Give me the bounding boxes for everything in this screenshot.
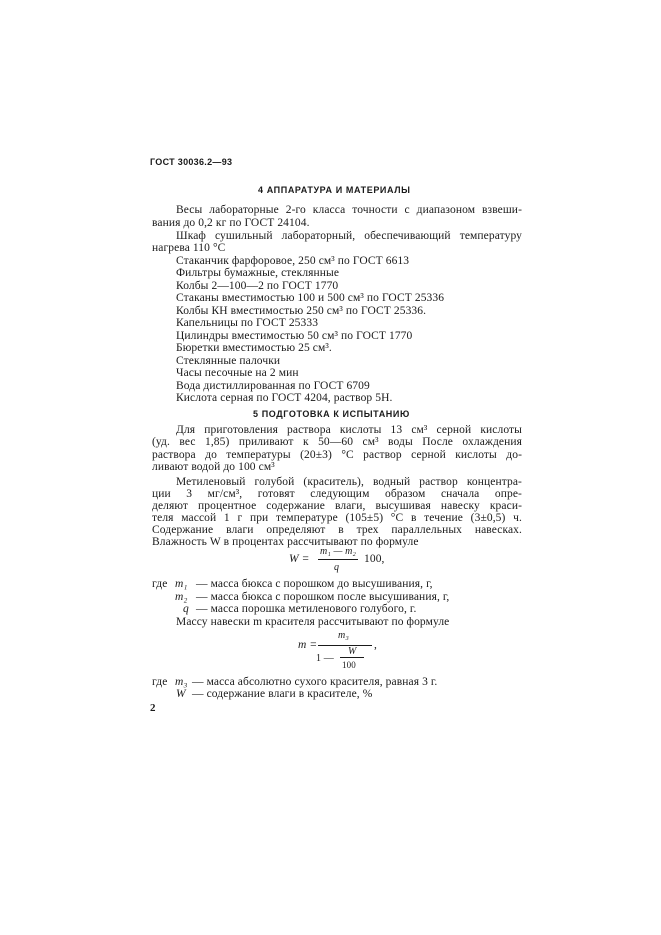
- section-4-line: Капельницы по ГОСТ 25333: [176, 317, 319, 329]
- section-5-line: ции 3 мг/см³, готовят следующим образом сначала опре-: [152, 488, 522, 500]
- formula-denominator-prefix: 1 —: [316, 653, 334, 664]
- section-4-line: нагрева 110 °С: [152, 242, 226, 254]
- formula-inner-numerator: W: [348, 646, 357, 657]
- section-4-line: Фильтры бумажные, стеклянные: [176, 267, 340, 279]
- formula-numerator: m₁ — m₂: [320, 546, 356, 557]
- where-text: — масса бюкса с порошком до высушивания, г,: [196, 578, 433, 590]
- section-4-line: Шкаф сушильный лабораторный, обеспечивающий температуру: [176, 230, 522, 242]
- section-5-line: Для приготовления раствора кислоты 13 см³ серной кислоты: [176, 424, 522, 436]
- section-4-line: Стеклянные палочки: [176, 355, 281, 367]
- section-4-line: Часы песочные на 2 мин: [176, 367, 299, 379]
- where-text: — масса бюкса с порошком после высушивания, г,: [196, 591, 450, 603]
- section-4-line: Весы лабораторные 2-го класса точности с диапазоном взвеши-: [176, 204, 522, 216]
- where-symbol: m₂: [175, 591, 188, 603]
- formula-numerator: m₃: [338, 630, 349, 641]
- section-5-line: Влажность W в процентах рассчитывают по формуле: [152, 536, 419, 548]
- section-4-line: Колбы 2—100—2 по ГОСТ 1770: [176, 280, 339, 292]
- where-symbol: W: [176, 688, 186, 700]
- where-symbol: q: [183, 603, 189, 615]
- section-4-line: Стаканчик фарфоровое, 250 см³ по ГОСТ 6613: [176, 255, 410, 267]
- section-4-line: вания до 0,2 кг по ГОСТ 24104.: [152, 217, 310, 229]
- formula-lhs: W =: [289, 553, 310, 565]
- section-5-line: деляют процентное содержание влаги, высушивая навеску краси-: [152, 500, 522, 512]
- section-5-line: Метиленовый голубой (краситель), водный раствор концентра-: [176, 476, 522, 488]
- fraction-bar: [318, 645, 372, 646]
- section-5-title: 5 ПОДГОТОВКА К ИСПЫТАНИЮ: [253, 409, 410, 419]
- section-5-line: раствора до температуры (20±3) °С раствор серной кислоты до-: [152, 449, 522, 461]
- section-5-line: Содержание влаги определяют в трех параллельных навесках.: [152, 524, 522, 536]
- where-lead: где: [152, 676, 168, 688]
- section-5-line: ливают водой до 100 см³: [152, 461, 275, 473]
- formula-lhs: m =: [298, 639, 318, 651]
- section-4-line: Стаканы вместимостью 100 и 500 см³ по ГОСТ 25336: [176, 292, 445, 304]
- section-5-line: теля массой 1 г при температуре (105±5) °С в течение (3±0,5) ч.: [152, 512, 522, 524]
- section-5-line: Массу навески m красителя рассчитывают по формуле: [176, 616, 450, 628]
- section-4-line: Колбы КН вместимостью 250 см³ по ГОСТ 25336.: [176, 305, 427, 317]
- section-4-line: Цилиндры вместимостью 50 см³ по ГОСТ 1770: [176, 330, 413, 342]
- where-lead: где: [152, 578, 168, 590]
- section-4-line: Бюретки вместимостью 25 см³.: [176, 342, 332, 354]
- formula-suffix: ,: [374, 639, 377, 651]
- where-text: — масса порошка метиленового голубого, г.: [196, 603, 417, 615]
- where-text: — масса абсолютно сухого красителя, равная 3 г.: [192, 676, 438, 688]
- formula-denominator: q: [334, 562, 340, 573]
- section-4-line: Кислота серная по ГОСТ 4204, раствор 5Н.: [176, 392, 393, 404]
- where-symbol: m₁: [175, 578, 188, 590]
- formula-inner-denominator: 100: [342, 660, 356, 670]
- page-number: 2: [150, 702, 156, 714]
- where-text: — содержание влаги в красителе, %: [192, 688, 373, 700]
- section-5-line: (уд. вес 1,85) приливают к 50—60 см³ воды После охлаждения: [152, 436, 522, 448]
- inner-fraction-bar: [340, 657, 364, 658]
- where-symbol: m₃: [175, 676, 188, 688]
- fraction-bar: [318, 559, 358, 560]
- standard-header: ГОСТ 30036.2—93: [150, 157, 233, 167]
- formula-factor: 100,: [364, 553, 385, 565]
- section-4-title: 4 АППАРАТУРА И МАТЕРИАЛЫ: [258, 185, 411, 195]
- section-4-line: Вода дистиллированная по ГОСТ 6709: [176, 380, 370, 392]
